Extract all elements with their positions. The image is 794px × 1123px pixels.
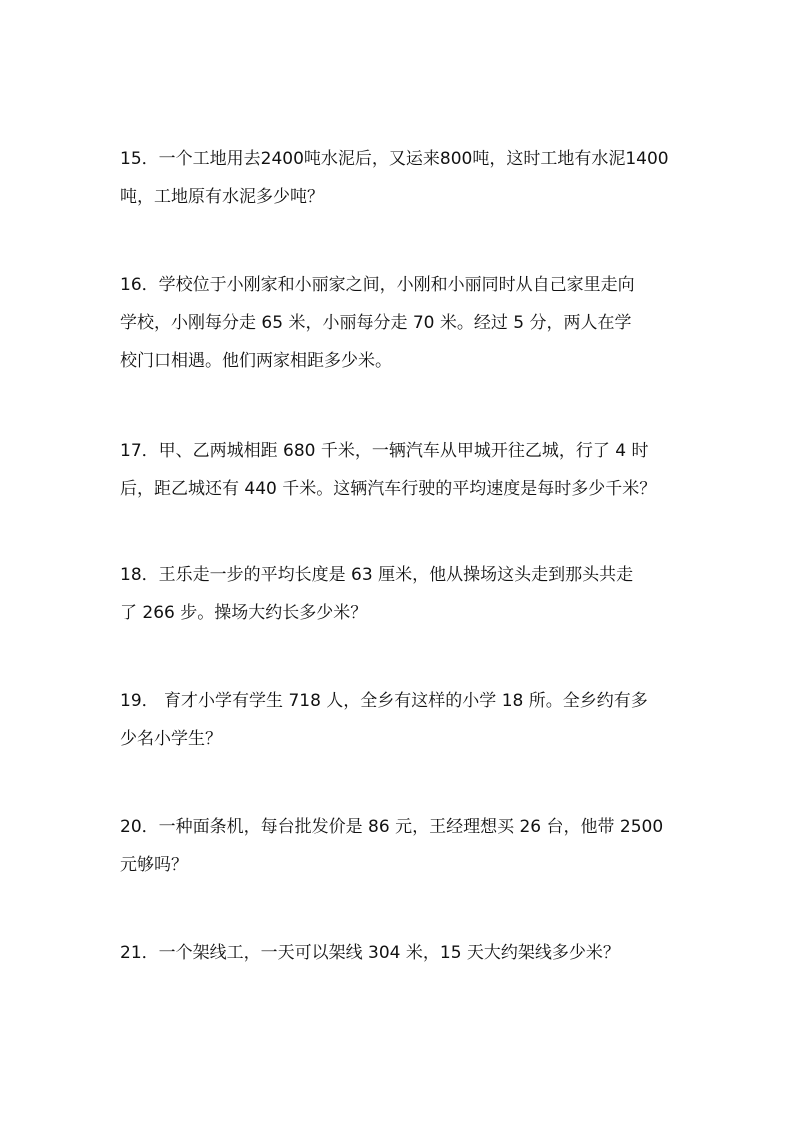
problem-line: 17．甲、乙两城相距 680 千米，一辆汽车从甲城开往乙城，行了 4 时 [120, 441, 649, 461]
problem-line: 后，距乙城还有 440 千米。这辆汽车行驶的平均速度是每时多少千米？ [120, 479, 657, 499]
problem-line: 了 266 步。操场大约长多少米？ [120, 603, 368, 623]
problem-line: 21．一个架线工，一天可以架线 304 米，15 天大约架线多少米？ [120, 943, 620, 963]
problem-line: 18．王乐走一步的平均长度是 63 厘米，他从操场这头走到那头共走 [120, 565, 634, 585]
problem-line: 20．一种面条机，每台批发价是 86 元，王经理想买 26 台，他带 2500 [120, 817, 664, 837]
problem-line: 少名小学生？ [120, 729, 222, 749]
problem-line: 元够吗？ [120, 855, 188, 875]
problem-line: 16．学校位于小刚家和小丽家之间，小刚和小丽同时从自己家里走向 [120, 275, 635, 295]
problem-line: 校门口相遇。他们两家相距多少米。 [120, 351, 392, 371]
problem-15 [120, 140, 678, 216]
problem-17 [120, 432, 678, 508]
problem-line: 吨，工地原有水泥多少吨？ [120, 187, 324, 207]
problem-20 [120, 808, 678, 884]
problem-line: 19． 育才小学有学生 718 人，全乡有这样的小学 18 所。全乡约有多 [120, 691, 648, 711]
problem-21 [120, 934, 678, 972]
problem-18 [120, 556, 678, 632]
problem-16 [120, 266, 678, 380]
problem-line: 学校，小刚每分走 65 米，小丽每分走 70 米。经过 5 分，两人在学 [120, 313, 632, 333]
problem-19 [120, 682, 678, 758]
problem-line: 15．一个工地用去2400吨水泥后，又运来800吨，这时工地有水泥1400 [120, 149, 669, 169]
